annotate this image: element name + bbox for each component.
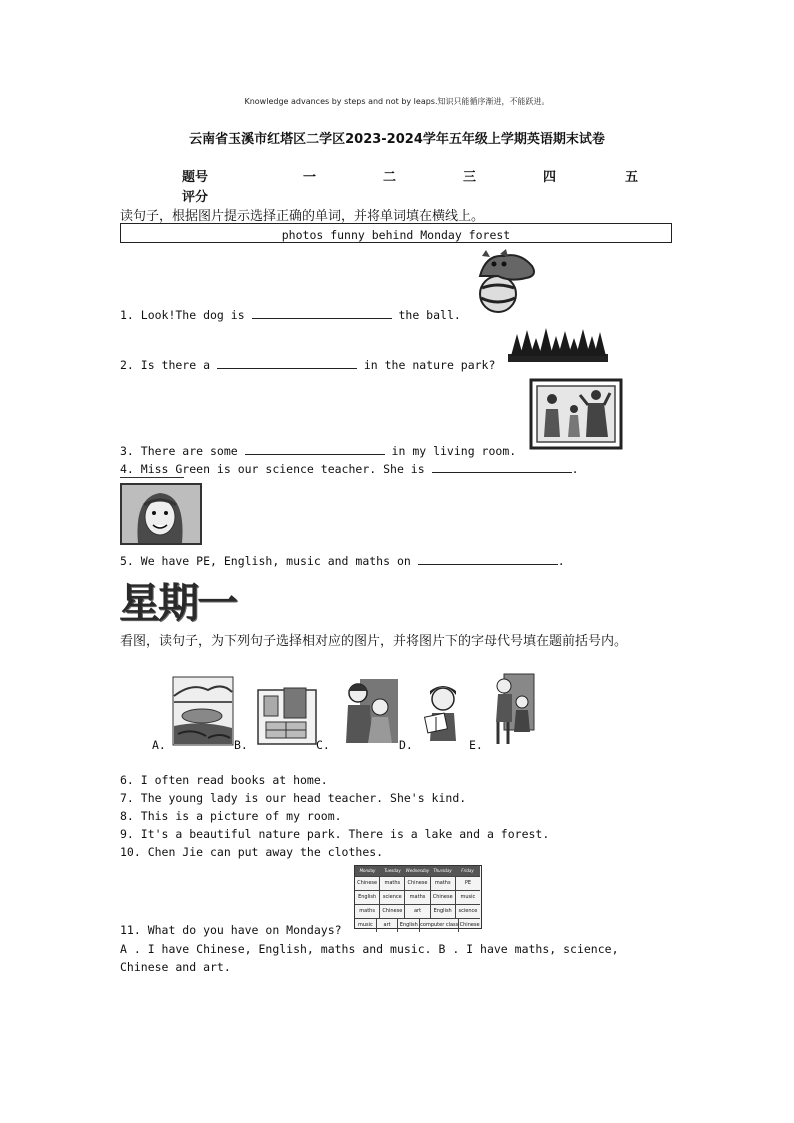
timetable-header: Tuesday (384, 868, 401, 873)
score-table-score-label: 评分 (182, 190, 209, 205)
score-table-col-5: 五 (625, 170, 639, 185)
timetable-header: Wednesday (405, 868, 430, 873)
question-5-before: 5. We have PE, English, music and maths on (120, 554, 418, 568)
timetable-cell: music (357, 922, 373, 928)
option-d-picture (420, 681, 466, 743)
dog-behind-ball-picture (470, 248, 540, 316)
forest-picture (508, 326, 608, 364)
timetable-cell: English (358, 894, 377, 900)
timetable-cell: maths (359, 908, 375, 914)
teacher-face-picture (120, 483, 202, 545)
question-3-after: in my living room. (384, 444, 517, 458)
timetable-cell: Chinese (458, 919, 480, 932)
option-e-label: E. (469, 738, 483, 752)
timetable-body (355, 876, 480, 932)
question-2-answer-blank[interactable] (217, 357, 357, 369)
framed-photo-picture (530, 379, 622, 449)
score-table-col-1: 一 (303, 170, 317, 185)
score-table-col-2: 二 (383, 170, 397, 185)
question-4 (120, 461, 579, 476)
score-table (120, 166, 680, 206)
timetable-cell: science (455, 905, 480, 918)
question-1-answer-blank[interactable] (252, 307, 392, 319)
question-2 (120, 357, 495, 372)
question-1-after: the ball. (391, 308, 461, 322)
timetable-cell: English (397, 919, 419, 932)
question-4-before: 4. Miss Green is our science teacher. She is (120, 462, 432, 476)
question-5 (120, 553, 565, 568)
score-table-row-label: 题号 (182, 170, 209, 185)
question-4-underline-mark (120, 477, 184, 478)
timetable-cell: maths (379, 877, 404, 890)
word-bank: photos funny behind Monday forest (281, 228, 511, 242)
question-5-after: . (557, 554, 565, 568)
question-3 (120, 443, 516, 458)
question-3-answer-blank[interactable] (245, 443, 385, 455)
table-row (355, 904, 480, 918)
timetable-header: Thursday (433, 868, 452, 873)
timetable-cell: Chinese (357, 880, 378, 886)
score-table-col-3: 三 (463, 170, 477, 185)
table-row (355, 918, 480, 932)
option-c-picture (340, 677, 400, 745)
timetable-cell: computer class (419, 919, 458, 932)
question-5-answer-blank[interactable] (418, 553, 558, 565)
question-11-answer-line-1: A . I have Chinese, English, maths and music. B . I have maths, science, (120, 942, 619, 956)
timetable-cell: art (404, 905, 429, 918)
timetable-cell: Chinese (404, 877, 429, 890)
option-b-label: B. (234, 738, 248, 752)
option-e-picture (490, 672, 536, 746)
option-a-picture (172, 676, 234, 746)
timetable-header: Friday (461, 868, 474, 873)
question-2-before: 2. Is there a (120, 358, 217, 372)
question-3-before: 3. There are some (120, 444, 245, 458)
sentence-10: 10. Chen Jie can put away the clothes. (120, 845, 384, 859)
question-4-answer-blank[interactable] (432, 461, 572, 473)
option-a-label: A. (152, 738, 166, 752)
question-11-answer-line-2: Chinese and art. (120, 960, 231, 974)
table-row (355, 876, 480, 890)
timetable-cell: Chinese (430, 891, 455, 904)
timetable-header: Monday (359, 868, 376, 873)
sentence-7: 7. The young lady is our head teacher. She's kind. (120, 791, 467, 805)
weekday-picture: 星期一 (119, 579, 236, 627)
timetable-cell: English (430, 905, 455, 918)
sentence-9: 9. It's a beautiful nature park. There is a lake and a forest. (120, 827, 550, 841)
timetable-cell: science (379, 891, 404, 904)
header-motto: Knowledge advances by steps and not by leaps.知识只能循序渐进，不能跃进。 (244, 97, 550, 106)
timetable-cell: maths (404, 891, 429, 904)
option-d-label: D. (399, 738, 413, 752)
sentence-8: 8. This is a picture of my room. (120, 809, 342, 823)
question-1 (120, 307, 461, 322)
question-1-before: 1. Look!The dog is (120, 308, 252, 322)
timetable-cell: maths (430, 877, 455, 890)
question-11: 11. What do you have on Mondays? (120, 923, 342, 937)
question-2-after: in the nature park? (356, 358, 496, 372)
timetable-header-row (355, 866, 480, 876)
timetable-cell: Chinese (379, 905, 404, 918)
score-table-col-4: 四 (543, 170, 557, 185)
table-row (355, 890, 480, 904)
section2-instruction: 看图，读句子，为下列句子选择相对应的图片，并将图片下的字母代号填在题前括号内。 (120, 634, 628, 649)
sentence-6: 6. I often read books at home. (120, 773, 328, 787)
section1-instruction: 读句子，根据图片提示选择正确的单词，并将单词填在横线上。 (120, 209, 485, 224)
timetable-cell: art (376, 919, 398, 932)
word-bank-box (120, 223, 672, 243)
timetable-cell: music (455, 891, 480, 904)
page-title: 云南省玉溪市红塔区二学区2023-2024学年五年级上学期英语期末试卷 (189, 132, 605, 147)
option-c-label: C. (316, 738, 330, 752)
question-4-after: . (571, 462, 579, 476)
option-b-picture (256, 682, 318, 746)
timetable-cell: PE (455, 877, 480, 890)
timetable-picture (354, 865, 482, 929)
